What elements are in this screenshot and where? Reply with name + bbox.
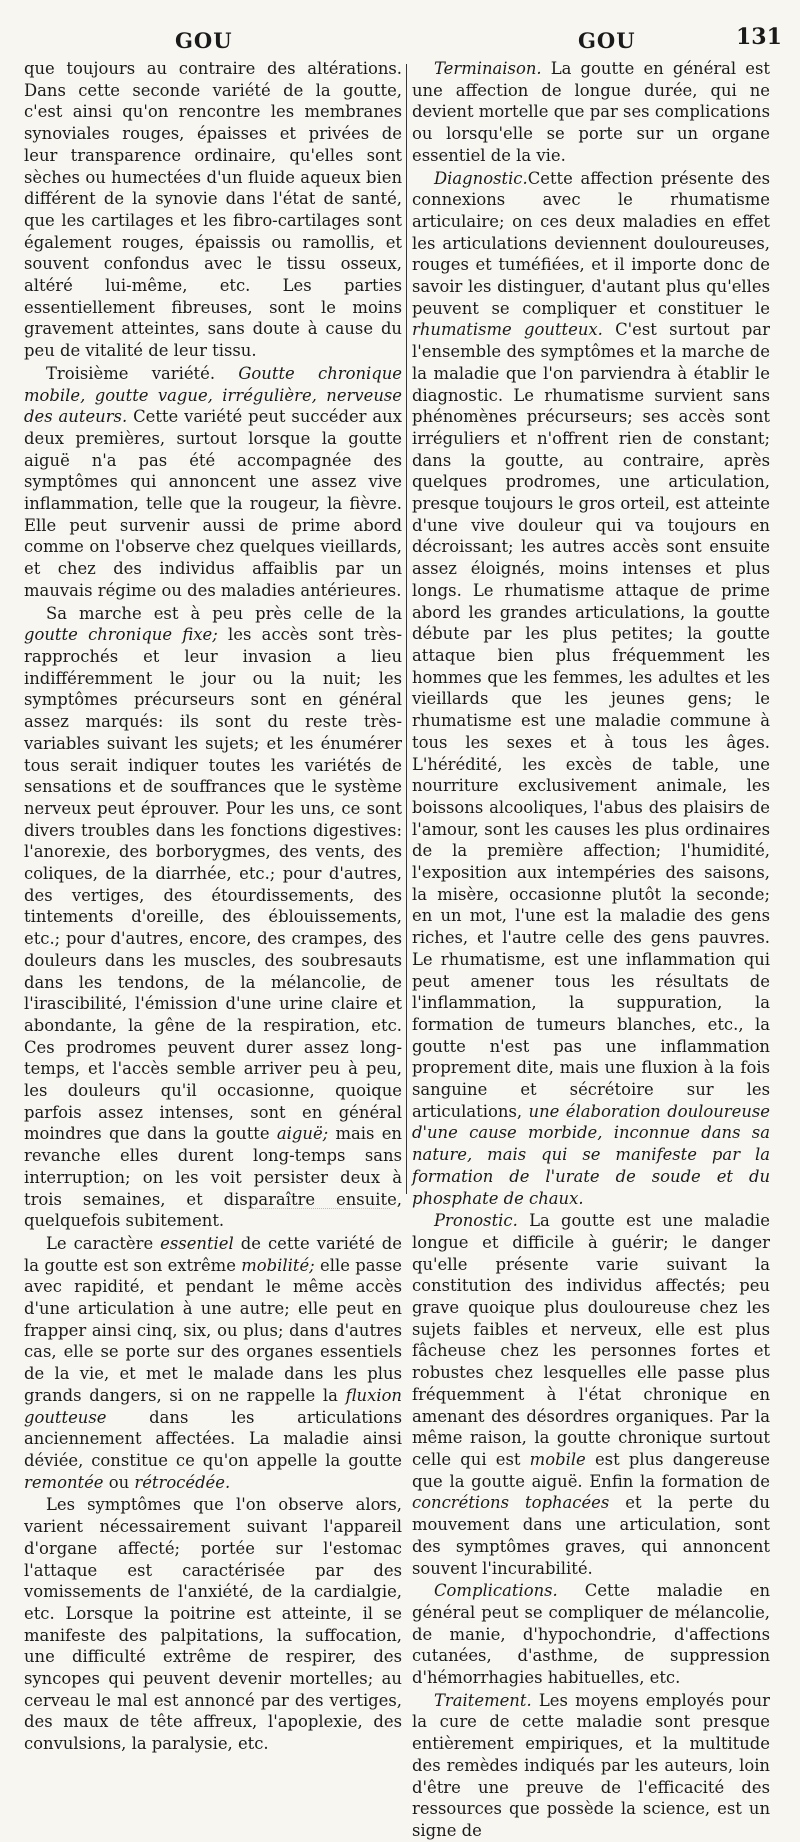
italic-run: Terminaison. [434, 59, 542, 78]
paragraph-troisieme-variete [24, 363, 402, 602]
left-column [24, 58, 402, 1755]
paragraph-continuation: que toujours au contraire des altérations. Dans cette seconde variété de la goutte, c'est ainsi qu'on rencontre les membranes synoviales rouges, épaisses et privées de leur transparence ordinaire, qu'elles sont sèches ou humectées d'un fluide aqueux bien différent de la synovie dans l'état de santé, que les cartilages et les fibro-cartilages sont également rouges, épaissis ou ramollis, et souvent confondus avec le tissu osseux, altéré lui-même, etc. Les parties essentiellement fibreuses, sont le moins gravement atteintes, sans doute à cause du peu de vitalité de leur tissu. [24, 59, 402, 361]
bottom-smudge [250, 1208, 390, 1211]
paragraph-caractere [24, 1233, 402, 1493]
text-run: ou [103, 1472, 135, 1492]
text-run: Sa marche est à peu près celle de la [46, 603, 402, 623]
paragraph-traitement [412, 1690, 770, 1842]
right-column [412, 58, 770, 1842]
italic-run: concrétions tophacées [412, 1493, 610, 1513]
right-running-title: GOU [578, 28, 636, 53]
text-run: et la perte du mouvement dans une articulation, sont des symptômes graves, qui annoncent souvent l'incurabilité. [412, 1493, 770, 1578]
page-number: 131 [736, 24, 782, 50]
text-run: C'est surtout par l'ensemble des symptômes et la marche de la maladie que l'on parviendra à établir le diagnostic. Le rhumatisme survient sans phénomènes précurseurs; ses accès sont irréguliers et n'offrent rien de constant; dans la goutte, au contraire, après quelques prodromes, une articulation, presque toujours le gros orteil, est atteinte d'une vive douleur qui va toujours en décroissant; les autres accès sont ensuite assez éloignés, moins intenses et plus longs. Le rhumatisme attaque de prime abord les grandes articulations, la goutte débute par les plus petites; la goutte attaque bien plus fréquemment les hommes que les femmes, les adultes et les vieillards que les jeunes gens; le rhumatisme est une maladie commune à tous les sexes et à tous les âges. L'hérédité, les excès de table, une nourriture exclusivement animale, les boissons alcooliques, l'abus des plaisirs de l'amour, sont les causes les plus ordinaires de la première affection; l'humidité, l'exposition aux intempéries des saisons, la misère, occasionne plutôt la seconde; en un mot, l'une est la maladie des gens riches, et l'autre celle des gens pauvres. Le rhumatisme, est une inflammation qui peut amener tous les résultats de l'inflammation, la suppuration, la formation de tumeurs blanches, etc., la goutte n'est pas une inflammation proprement dite, mais une fluxion à la fois sanguine et sécrétoire sur les articulations, [412, 320, 770, 1121]
text-run: Troisième variété. [46, 363, 239, 383]
paragraph-complications [412, 1580, 770, 1689]
italic-run: une élaboration douloureuse d'une cause morbide, inconnue dans sa nature, mais qui se manifeste par la formation de l'urate de soude et du phosphate de chaux. [412, 1101, 770, 1208]
text-run: Cette maladie en général peut se compliquer de mélancolie, de manie, d'hypochondrie, d'affections cutanées, d'asthme, de suppression d'hémorrhagies habituelles, etc. [412, 1581, 770, 1688]
italic-run: aiguë; [276, 1124, 329, 1144]
running-header [0, 14, 800, 54]
text-run: de cette variété de la goutte est son extrême [24, 1233, 402, 1275]
italic-run: fluxion goutteuse [24, 1385, 402, 1427]
italic-run: Diagnostic. [434, 168, 528, 188]
italic-run: Goutte chronique mobile, goutte vague, irrégulière, nerveuse des auteurs. [24, 363, 402, 427]
left-running-title: GOU [175, 28, 233, 53]
italic-run: mobile [529, 1450, 586, 1469]
italic-run: mobilité; [241, 1255, 315, 1275]
paragraph-terminaison [412, 58, 770, 167]
italic-run: Complications. [434, 1581, 558, 1601]
column-rule [406, 64, 407, 1194]
text-run: La goutte en général est une affection de longue durée, qui ne devient mortelle que par ses complications ou lorsqu'elle se porte sur un organe essentiel de la vie. [412, 59, 770, 165]
italic-run: rétrocédée. [134, 1472, 231, 1492]
text-run: est plus dangereuse que la goutte aiguë. Enfin la formation de [412, 1450, 770, 1491]
paragraph-pronostic [412, 1210, 770, 1579]
italic-run: Traitement. [434, 1690, 532, 1710]
italic-run: remontée [24, 1472, 104, 1492]
text-run: mais en revanche elles durent long-temps sans interruption; on les voit persister deux à trois semaines, et disparaître ensuite, quelquefois subitement. [24, 1124, 402, 1231]
text-run: dans les articulations anciennement affectées. La maladie ainsi déviée, constitue ce qu'on appelle la goutte [24, 1407, 402, 1470]
italic-run: Pronostic. [434, 1211, 518, 1231]
paragraph-symptomes: Les symptômes que l'on observe alors, varient nécessairement suivant l'appareil d'organe affecté; portée sur l'estomac l'attaque est caractérisée par des vomissements de l'anxiété, de la cardialgie, etc. Lorsque la poitrine est atteinte, il se manifeste des palpitations, la suffocation, une difficulté extrême de respirer, des syncopes qui peuvent devenir mortelles; au cerveau le mal est annoncé par des vertiges, des maux de tête affreux, l'apoplexie, des convulsions, la paralysie, etc. [24, 1495, 402, 1754]
italic-run: essentiel [160, 1233, 234, 1253]
text-run: Le caractère [46, 1233, 161, 1253]
text-run: Cette affection présente des connexions avec le rhumatisme articulaire; on ces deux maladies en effet les articulations deviennent douloureuses, rouges et tuméfiées, et il importe donc de savoir les distinguer, d'autant plus qu'elles peuvent se compliquer et constituer le [412, 168, 770, 318]
italic-run: rhumatisme goutteux. [412, 320, 603, 340]
text-run: La goutte est une maladie longue et difficile à guérir; le danger qu'elle présente varie suivant la constitution des individus affectés; peu grave quoique plus douloureuse chez les sujets faibles et nerveux, elle est plus fâcheuse chez les personnes fortes et robustes chez lesquelles elle passe plus fréquemment à l'état chronique en amenant des désordres organiques. Par la même raison, la goutte chronique surtout celle qui est [412, 1211, 770, 1469]
paragraph-marche [24, 603, 402, 1232]
text-run: elle passe avec rapidité, et pendant le même accès d'une articulation à une autre; elle peut en frapper ainsi cinq, six, ou plus; dans d'autres cas, elle se porte sur des organes essentiels de la vie, et met le malade dans les plus grands dangers, si on ne rappelle la [24, 1255, 402, 1405]
text-run: les accès sont très-rapprochés et leur invasion a lieu indifféremment le jour ou la nuit; les symptômes précurseurs sont en général assez marqués: ils sont du reste très-variables suivant les sujets; et les énumérer tous serait indiquer toutes les variétés de sensations et de souffrances que le système nerveux peut éprouver. Pour les uns, ce sont divers troubles dans les fonctions digestives: l'anorexie, des borborygmes, des vents, des coliques, de la diarrhée, etc.; pour d'autres, des vertiges, des étourdissements, des tintements d'oreille, des éblouissements, etc.; pour d'autres, encore, des crampes, des douleurs dans les muscles, des soubresauts dans les tendons, de la mélancolie, de l'irascibilité, l'émission d'une urine claire et abondante, la gêne de la respiration, etc. Ces prodromes peuvent durer assez long-temps, et l'accès semble arriver peu à peu, les douleurs qu'il occasionne, quoique parfois assez intenses, sont en général moindres que dans la goutte [24, 625, 402, 1144]
text-run: Les moyens employés pour la cure de cette maladie sont presque entièrement empiriques, et la multitude des remèdes indiqués par les auteurs, loin d'être une preuve de l'efficacité des ressources que possède la science, est un signe de [412, 1690, 770, 1840]
italic-run: goutte chronique fixe; [24, 625, 218, 645]
text-run: Cette variété peut succéder aux deux premières, surtout lorsque la goutte aiguë n'a pas été accompagnée des symptômes qui annoncent une assez vive inflammation, telle que la rougeur, la fièvre. Elle peut survenir aussi de prime abord comme on l'observe chez quelques vieillards, et chez des individus affaiblis par un mauvais régime ou des maladies antérieures. [24, 407, 402, 600]
paragraph-diagnostic [412, 168, 770, 1210]
